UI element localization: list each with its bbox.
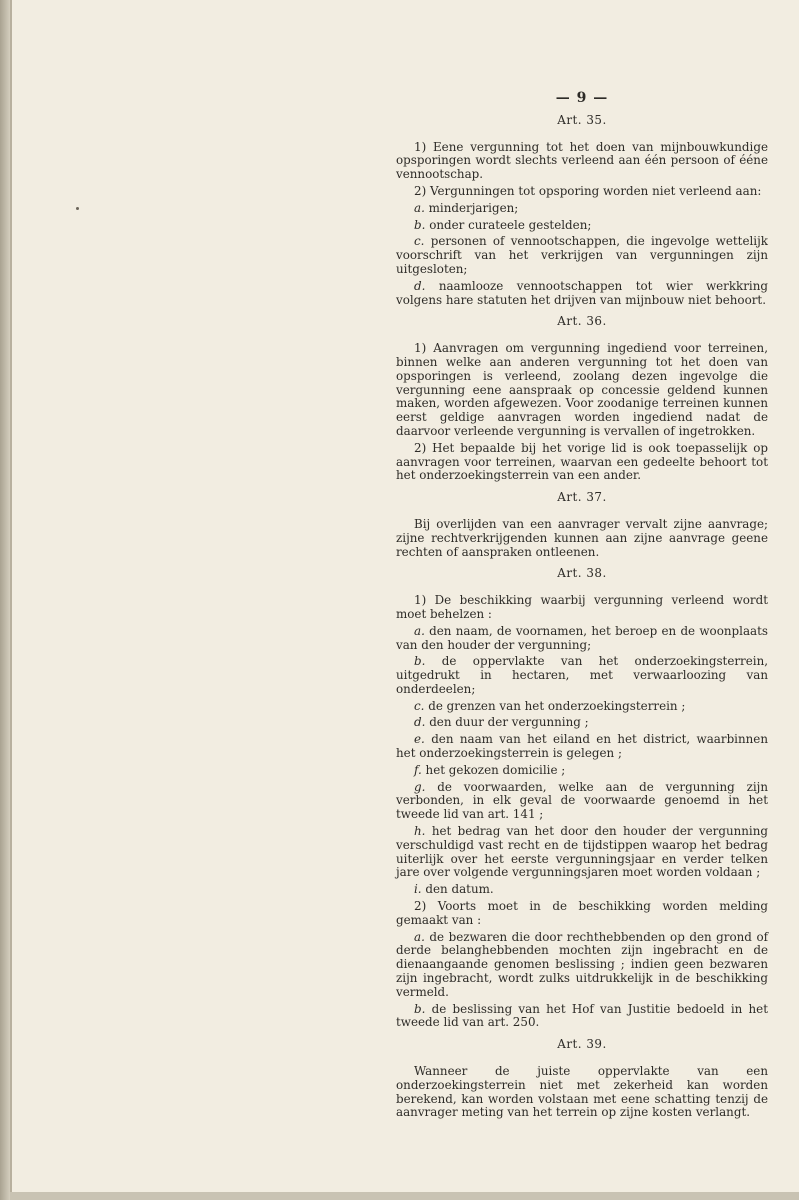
article-heading: Art. 38. <box>557 566 607 581</box>
list-item: b. de beslissing van het Hof van Justitie bedoeld in het tweede lid van art. 250. <box>396 1001 768 1030</box>
paragraph: 1) De beschikking waarbij vergunning verleend wordt moet behelzen : <box>396 593 768 621</box>
list-item: b. onder curateele gestelden; <box>414 217 592 232</box>
list-item: a. minderjarigen; <box>414 200 519 215</box>
list-item: d. naamlooze vennootschappen tot wier werkkring volgens hare statuten het drijven van mijnbouw niet behoort. <box>396 278 769 307</box>
list-item: e. den naam van het eiland en het district, waarbinnen het onderzoekingsterrein is gelegen ; <box>396 732 768 761</box>
list-item: a. den naam, de voornamen, het beroep en de woonplaats van den houder der vergunning; <box>396 623 768 652</box>
article-heading: Art. 39. <box>557 1037 607 1052</box>
list-item: d. den duur der vergunning ; <box>414 715 589 730</box>
list-item: g. de voorwaarden, welke aan de vergunning zijn verbonden, in elk geval de voorwaarde genoemd in het tweede lid van art. 141 ; <box>396 779 768 822</box>
paragraph: 2) Vergunningen tot opsporing worden niet verleend aan: <box>414 183 762 198</box>
list-item: c. personen of vennootschappen, die ingevolge wettelijk voorschrift van het verkrijgen van vergunningen zijn uitgesloten; <box>396 234 768 276</box>
article-heading: Art. 36. <box>557 314 607 329</box>
article-heading: Art. 37. <box>557 490 607 505</box>
list-item: b. de oppervlakte van het onderzoekingsterrein, uitgedrukt in hectaren, met verwaarloozing van onderdeelen; <box>396 654 769 696</box>
list-item: f. het gekozen domicilie ; <box>414 762 566 777</box>
page-number: — 9 — <box>555 90 609 106</box>
list-item: a. de bezwaren die door rechthebbenden op den grond of derde belanghebbenden mochten zijn ingebracht en de dienaangaande genomen beslissing ; indien geen bezwaren zijn ingebracht, wordt zulks uitdrukkelijk in de beschikking vermeld. <box>396 929 768 999</box>
paragraph: Bij overlijden van een aanvrager vervalt zijne aanvrage; zijne rechtverkrijgenden kunnen aan zijne aanvrage geene rechten of aanspraken ontleenen. <box>396 516 768 559</box>
paragraph: 1) Aanvragen om vergunning ingediend voor terreinen, binnen welke aan anderen vergunning tot het doen van opsporingen is verleend, zoolang dezen ingevolge die vergunning eene aanspraak op concessie geldend kunnen maken, worden afgewezen. Voor zoodanige terreinen kunnen eerst geldige aanvragen worden ingediend nadat de daarvoor verleende vergunning is vervallen of ingetrokken. <box>396 341 768 438</box>
paragraph: Wanneer de juiste oppervlakte van een onderzoekingsterrein niet met zekerheid kan worden berekend, kan worden volstaan met eene schatting tenzij de aanvrager meting van het terrein op zijne kosten verlangt. <box>396 1064 768 1120</box>
paper-speck <box>76 207 79 210</box>
paragraph: 2) Het bepaalde bij het vorige lid is ook toepasselijk op aanvragen voor terreinen, waarvan een gedeelte behoort tot het onderzoekingsterrein van een ander. <box>396 440 768 483</box>
page-content <box>396 92 768 1123</box>
page-binding-edge <box>0 0 10 1200</box>
list-item: i. den datum. <box>414 882 494 897</box>
list-item: c. de grenzen van het onderzoekingsterrein ; <box>414 698 686 713</box>
list-item: h. het bedrag van het door den houder der vergunning verschuldigd vast recht en de tijdstippen waarop het bedrag uiterlijk over het eerste vergunningsjaar en verder telken jare over volgende vergunningsjaren moet worden voldaan ; <box>396 824 769 880</box>
article-heading: Art. 35. <box>557 112 607 127</box>
paragraph: 1) Eene vergunning tot het doen van mijnbouwkundige opsporingen wordt slechts verleend aan één persoon of ééne vennootschap. <box>396 139 768 182</box>
paragraph: 2) Voorts moet in de beschikking worden melding gemaakt van : <box>396 899 768 927</box>
